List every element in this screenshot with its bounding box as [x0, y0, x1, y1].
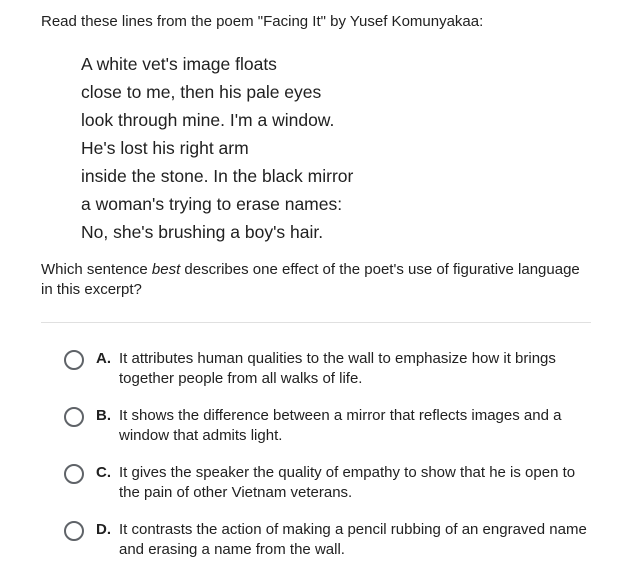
poem-line: a woman's trying to erase names:	[81, 194, 343, 214]
question-text	[41, 260, 591, 299]
question-text-before: Which sentence	[41, 261, 152, 278]
answer-options	[64, 349, 604, 577]
poem-line: look through mine. I'm a window.	[81, 110, 335, 130]
option-letter: A.	[96, 350, 111, 367]
poem-excerpt	[81, 50, 353, 246]
question-emphasis: best	[151, 261, 181, 278]
answer-option-d[interactable]	[64, 520, 604, 577]
radio-button-icon[interactable]	[64, 407, 84, 427]
radio-button-icon[interactable]	[64, 521, 84, 541]
divider	[41, 322, 591, 323]
poem-line: No, she's brushing a boy's hair.	[81, 222, 324, 242]
option-text: It attributes human qualities to the wall to emphasize how it brings together people from all walks of life.	[119, 350, 556, 387]
poem-line: He's lost his right arm	[81, 138, 249, 158]
question-text-after: describes one effect of the poet's use of figurative language in this excerpt?	[41, 261, 580, 298]
poem-line: A white vet's image floats	[81, 54, 277, 74]
question-prompt: Read these lines from the poem "Facing It" by Yusef Komunyakaa:	[41, 13, 484, 30]
radio-button-icon[interactable]	[64, 464, 84, 484]
poem-line: inside the stone. In the black mirror	[81, 166, 354, 186]
answer-option-b[interactable]	[64, 406, 604, 463]
option-text: It shows the difference between a mirror that reflects images and a window that admits light.	[119, 407, 562, 444]
option-letter: C.	[96, 464, 111, 481]
option-letter: D.	[96, 521, 111, 538]
option-text: It gives the speaker the quality of empathy to show that he is open to the pain of other Vietnam veterans.	[119, 464, 576, 501]
poem-line: close to me, then his pale eyes	[81, 82, 322, 102]
option-text: It contrasts the action of making a pencil rubbing of an engraved name and erasing a name from the wall.	[119, 521, 587, 558]
radio-button-icon[interactable]	[64, 350, 84, 370]
answer-option-c[interactable]	[64, 463, 604, 520]
answer-option-a[interactable]	[64, 349, 604, 406]
option-letter: B.	[96, 407, 111, 424]
